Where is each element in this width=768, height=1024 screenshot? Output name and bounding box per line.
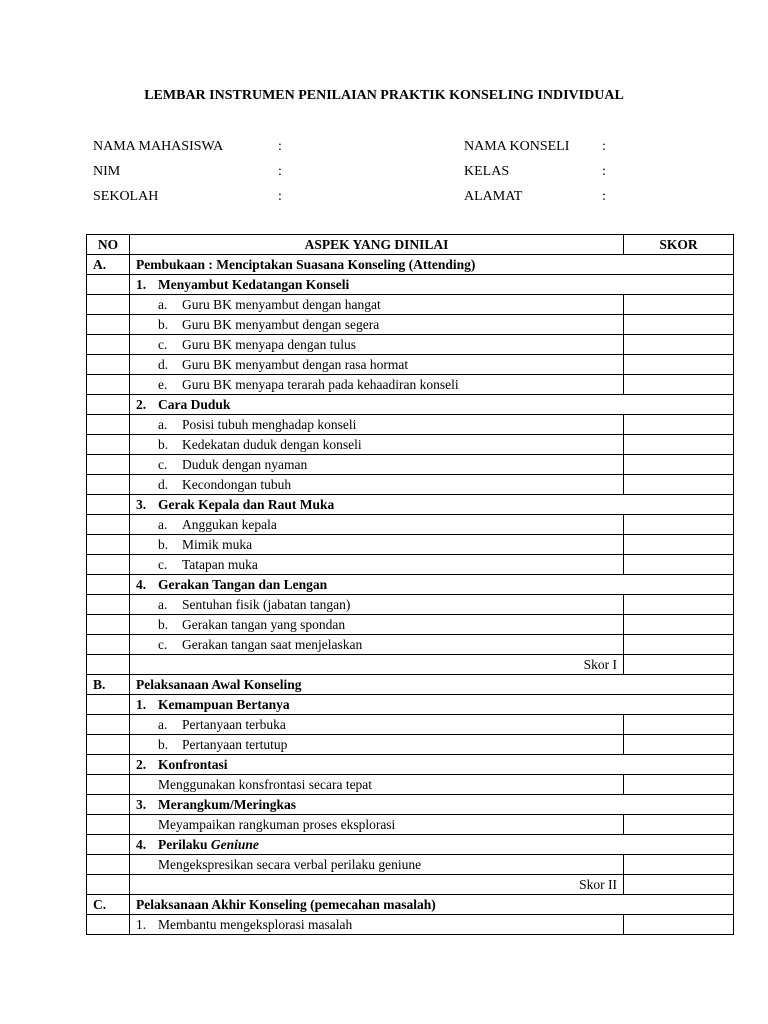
- item-text: Guru BK menyapa terarah pada kehaadiran konseli: [182, 377, 459, 392]
- group-number: 1.: [136, 697, 147, 712]
- group-title: Kemampuan Bertanya: [158, 697, 290, 712]
- no-cell: [87, 395, 130, 415]
- group-number: 4.: [136, 577, 147, 592]
- item-text: Anggukan kepala: [182, 517, 277, 532]
- section-title: Pembukaan : Menciptakan Suasana Konseling (Attending): [136, 257, 476, 272]
- item-text: Guru BK menyambut dengan hangat: [182, 297, 381, 312]
- subtotal-label: Skor I: [583, 657, 617, 672]
- aspect-cell: [130, 515, 624, 535]
- score-input-cell: [624, 375, 734, 395]
- no-cell: [87, 435, 130, 455]
- colon-sekolah: :: [278, 189, 282, 204]
- group-number: 2.: [136, 397, 147, 412]
- group-title-cell: [130, 795, 734, 815]
- score-input-cell: [624, 315, 734, 335]
- table-row: [87, 455, 734, 475]
- table-row: [87, 475, 734, 495]
- section-number-cell: [87, 675, 130, 695]
- score-input-cell: [624, 595, 734, 615]
- score-input-cell: [624, 335, 734, 355]
- score-input-cell: [624, 295, 734, 315]
- table-row: [87, 775, 734, 795]
- score-input-cell: [624, 815, 734, 835]
- no-cell: [87, 715, 130, 735]
- item-text: Guru BK menyambut dengan rasa hormat: [182, 357, 409, 372]
- item-number: 1.: [136, 917, 147, 932]
- group-title: Gerak Kepala dan Raut Muka: [158, 497, 335, 512]
- no-cell: [87, 795, 130, 815]
- item-text: Kedekatan duduk dengan konseli: [182, 437, 362, 452]
- score-input-cell: [624, 515, 734, 535]
- score-input-cell: [624, 855, 734, 875]
- no-cell: [87, 835, 130, 855]
- table-row: [87, 695, 734, 715]
- item-text: Pertanyaan terbuka: [182, 717, 286, 732]
- group-title-italic: Geniune: [210, 837, 259, 852]
- table-row: [87, 295, 734, 315]
- subtotal-label: Skor II: [579, 877, 617, 892]
- no-cell: [87, 655, 130, 675]
- table-row: [87, 515, 734, 535]
- group-number: 4.: [136, 837, 147, 852]
- subtotal-label-cell: [130, 875, 624, 895]
- item-letter: c.: [158, 557, 168, 572]
- score-input-cell: [624, 635, 734, 655]
- group-title-cell: [130, 395, 734, 415]
- aspect-cell: [130, 535, 624, 555]
- section-number-cell: [87, 255, 130, 275]
- score-input-cell: [624, 775, 734, 795]
- table-row: [87, 795, 734, 815]
- no-cell: [87, 735, 130, 755]
- item-letter: b.: [158, 437, 169, 452]
- table-row: [87, 575, 734, 595]
- table-row: [87, 655, 734, 675]
- aspect-cell: [130, 555, 624, 575]
- aspect-cell: [130, 735, 624, 755]
- table-row: [87, 715, 734, 735]
- item-letter: a.: [158, 717, 168, 732]
- subtotal-score-cell: [624, 655, 734, 675]
- document-title: LEMBAR INSTRUMEN PENILAIAN PRAKTIK KONSELING INDIVIDUAL: [144, 88, 624, 103]
- section-title-cell: [130, 255, 734, 275]
- no-cell: [87, 855, 130, 875]
- group-number: 3.: [136, 497, 147, 512]
- table-row: [87, 855, 734, 875]
- item-letter: b.: [158, 737, 169, 752]
- no-cell: [87, 815, 130, 835]
- item-letter: a.: [158, 597, 168, 612]
- aspect-cell: [130, 335, 624, 355]
- group-title: Cara Duduk: [158, 397, 231, 412]
- group-title-cell: [130, 695, 734, 715]
- table-row: [87, 395, 734, 415]
- aspect-cell: [130, 455, 624, 475]
- score-input-cell: [624, 415, 734, 435]
- section-number: A.: [93, 257, 107, 272]
- subtotal-score-cell: [624, 875, 734, 895]
- item-letter: d.: [158, 477, 169, 492]
- table-row: [87, 755, 734, 775]
- section-title-cell: [130, 675, 734, 695]
- section-title: Pelaksanaan Akhir Konseling (pemecahan masalah): [136, 897, 436, 912]
- table-body: [87, 255, 734, 935]
- item-letter: a.: [158, 297, 168, 312]
- group-number: 2.: [136, 757, 147, 772]
- table-row: [87, 675, 734, 695]
- no-cell: [87, 315, 130, 335]
- table-row: [87, 375, 734, 395]
- group-title-cell: [130, 275, 734, 295]
- score-input-cell: [624, 615, 734, 635]
- group-title-cell: [130, 835, 734, 855]
- table-row: [87, 495, 734, 515]
- aspect-cell: [130, 595, 624, 615]
- aspect-cell: [130, 855, 624, 875]
- section-title: Pelaksanaan Awal Konseling: [136, 677, 302, 692]
- item-text: Mengekspresikan secara verbal perilaku geniune: [158, 857, 422, 872]
- table-row: [87, 535, 734, 555]
- no-cell: [87, 355, 130, 375]
- group-title: Perilaku: [158, 837, 211, 852]
- no-cell: [87, 915, 130, 935]
- no-cell: [87, 415, 130, 435]
- aspect-cell: [130, 435, 624, 455]
- no-cell: [87, 875, 130, 895]
- aspect-cell: [130, 815, 624, 835]
- no-cell: [87, 755, 130, 775]
- table-row: [87, 555, 734, 575]
- no-cell: [87, 335, 130, 355]
- section-number: B.: [93, 677, 106, 692]
- header-score: SKOR: [624, 235, 734, 255]
- table-row: [87, 635, 734, 655]
- item-letter: b.: [158, 617, 169, 632]
- table-row: [87, 595, 734, 615]
- table-row: [87, 895, 734, 915]
- header-aspect: ASPEK YANG DINILAI: [130, 235, 624, 255]
- no-cell: [87, 455, 130, 475]
- table-row: [87, 915, 734, 935]
- table-row: [87, 435, 734, 455]
- colon-alamat: :: [602, 189, 606, 204]
- table-row: [87, 835, 734, 855]
- aspect-cell: [130, 355, 624, 375]
- section-number-cell: [87, 895, 130, 915]
- no-cell: [87, 295, 130, 315]
- aspect-cell: [130, 615, 624, 635]
- subtotal-label-cell: [130, 655, 624, 675]
- score-input-cell: [624, 915, 734, 935]
- table-row: [87, 275, 734, 295]
- no-cell: [87, 535, 130, 555]
- no-cell: [87, 635, 130, 655]
- table-row: [87, 315, 734, 335]
- table-header-row: [87, 235, 734, 255]
- group-title: Merangkum/Meringkas: [158, 797, 296, 812]
- aspect-cell: [130, 635, 624, 655]
- group-title: Gerakan Tangan dan Lengan: [158, 577, 328, 592]
- colon-nim: :: [278, 164, 282, 179]
- item-letter: a.: [158, 417, 168, 432]
- group-title-cell: [130, 755, 734, 775]
- label-nama-konseli: NAMA KONSELI: [464, 139, 570, 154]
- colon-nama-konseli: :: [602, 139, 606, 154]
- score-input-cell: [624, 735, 734, 755]
- item-text: Duduk dengan nyaman: [182, 457, 308, 472]
- item-text: Posisi tubuh menghadap konseli: [182, 417, 357, 432]
- group-number: 3.: [136, 797, 147, 812]
- group-title-cell: [130, 495, 734, 515]
- item-text: Mimik muka: [182, 537, 253, 552]
- aspect-cell: [130, 415, 624, 435]
- header-no: NO: [87, 235, 130, 255]
- no-cell: [87, 555, 130, 575]
- table-row: [87, 255, 734, 275]
- group-title-cell: [130, 575, 734, 595]
- table-row: [87, 335, 734, 355]
- score-input-cell: [624, 435, 734, 455]
- no-cell: [87, 515, 130, 535]
- label-sekolah: SEKOLAH: [93, 189, 159, 204]
- aspect-cell: [130, 915, 624, 935]
- aspect-cell: [130, 715, 624, 735]
- item-text: Guru BK menyapa dengan tulus: [182, 337, 356, 352]
- item-text: Tatapan muka: [182, 557, 258, 572]
- item-letter: b.: [158, 537, 169, 552]
- table-row: [87, 875, 734, 895]
- section-title-cell: [130, 895, 734, 915]
- no-cell: [87, 575, 130, 595]
- score-input-cell: [624, 455, 734, 475]
- label-alamat: ALAMAT: [464, 189, 523, 204]
- no-cell: [87, 615, 130, 635]
- item-text: Pertanyaan tertutup: [182, 737, 288, 752]
- group-title: Menyambut Kedatangan Konseli: [158, 277, 350, 292]
- score-input-cell: [624, 715, 734, 735]
- colon-nama-mahasiswa: :: [278, 139, 282, 154]
- score-input-cell: [624, 555, 734, 575]
- item-text: Kecondongan tubuh: [182, 477, 292, 492]
- item-letter: c.: [158, 337, 168, 352]
- no-cell: [87, 375, 130, 395]
- item-text: Sentuhan fisik (jabatan tangan): [182, 597, 351, 612]
- score-input-cell: [624, 475, 734, 495]
- item-letter: d.: [158, 357, 169, 372]
- no-cell: [87, 475, 130, 495]
- item-letter: e.: [158, 377, 168, 392]
- aspect-cell: [130, 775, 624, 795]
- group-title: Konfrontasi: [158, 757, 228, 772]
- table-row: [87, 355, 734, 375]
- aspect-cell: [130, 375, 624, 395]
- item-letter: c.: [158, 637, 168, 652]
- aspect-cell: [130, 295, 624, 315]
- no-cell: [87, 695, 130, 715]
- item-letter: c.: [158, 457, 168, 472]
- score-input-cell: [624, 355, 734, 375]
- no-cell: [87, 275, 130, 295]
- item-text: Membantu mengeksplorasi masalah: [158, 917, 353, 932]
- item-letter: a.: [158, 517, 168, 532]
- item-letter: b.: [158, 317, 169, 332]
- section-number: C.: [93, 897, 107, 912]
- no-cell: [87, 775, 130, 795]
- item-text: Menggunakan konsfrontasi secara tepat: [158, 777, 373, 792]
- aspect-cell: [130, 315, 624, 335]
- item-text: Meyampaikan rangkuman proses eksplorasi: [158, 817, 396, 832]
- aspect-cell: [130, 475, 624, 495]
- no-cell: [87, 595, 130, 615]
- item-text: Gerakan tangan saat menjelaskan: [182, 637, 363, 652]
- colon-kelas: :: [602, 164, 606, 179]
- group-number: 1.: [136, 277, 147, 292]
- label-nama-mahasiswa: NAMA MAHASISWA: [93, 139, 224, 154]
- table-row: [87, 415, 734, 435]
- table-row: [87, 735, 734, 755]
- label-nim: NIM: [93, 164, 121, 179]
- table-row: [87, 615, 734, 635]
- no-cell: [87, 495, 130, 515]
- table-row: [87, 815, 734, 835]
- item-text: Guru BK menyambut dengan segera: [182, 317, 380, 332]
- score-input-cell: [624, 535, 734, 555]
- item-text: Gerakan tangan yang spondan: [182, 617, 346, 632]
- assessment-table: [86, 234, 734, 935]
- label-kelas: KELAS: [464, 164, 510, 179]
